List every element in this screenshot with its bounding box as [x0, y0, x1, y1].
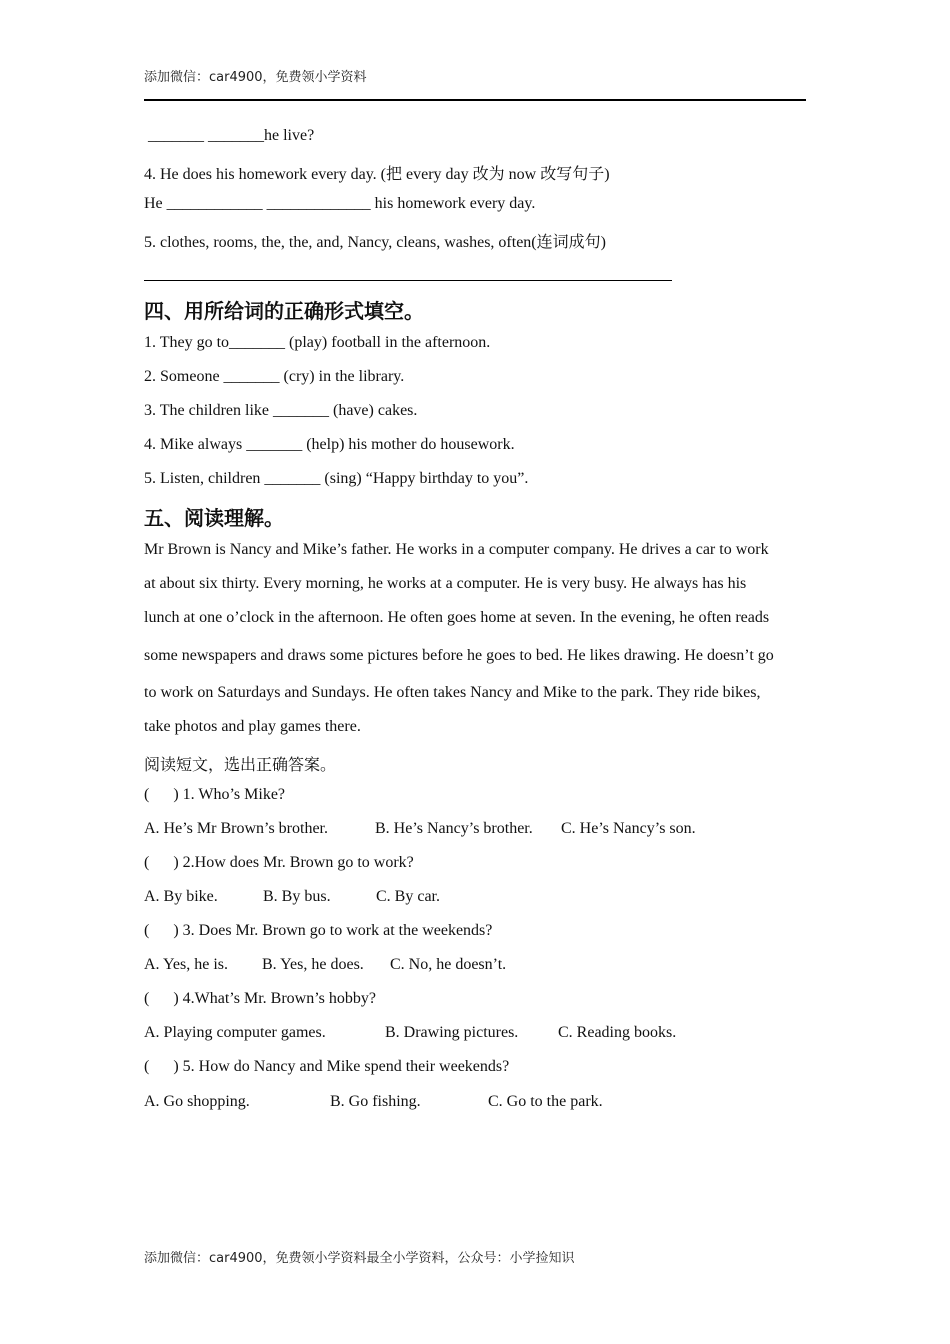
q4-answer-line: He ____________ _____________ his homework every day.: [144, 195, 536, 212]
q5-option-c: C. Go to the park.: [488, 1093, 603, 1110]
q4-prompt: 4. He does his homework every day. (把 every day 改为 now 改写句子): [144, 166, 610, 183]
header-rule: [144, 99, 806, 101]
page-header: 添加微信：car4900，免费领小学资料: [144, 70, 367, 85]
s4-item-3: 3. The children like _______ (have) cakes.: [144, 402, 418, 419]
q3-answer-line: _______ _______he live?: [144, 127, 315, 144]
passage-line-4: some newspapers and draws some pictures before he goes to bed. He likes drawing. He doesn’t go: [144, 647, 774, 664]
q1-option-a: A. He’s Mr Brown’s brother.: [144, 820, 328, 837]
question-4: ( ) 4.What’s Mr. Brown’s hobby?: [144, 990, 376, 1007]
question-3: ( ) 3. Does Mr. Brown go to work at the weekends?: [144, 922, 493, 939]
passage-line-6: take photos and play games there.: [144, 718, 361, 735]
s4-item-1: 1. They go to_______ (play) football in the afternoon.: [144, 334, 491, 351]
reading-instruction: 阅读短文，选出正确答案。: [144, 757, 337, 774]
q2-option-b: B. By bus.: [263, 888, 331, 905]
s4-item-2: 2. Someone _______ (cry) in the library.: [144, 368, 405, 385]
q1-option-b: B. He’s Nancy’s brother.: [375, 820, 533, 837]
q5-option-a: A. Go shopping.: [144, 1093, 250, 1110]
q5-option-b: B. Go fishing.: [330, 1093, 421, 1110]
passage-line-5: to work on Saturdays and Sundays. He often takes Nancy and Mike to the park. They ride bikes,: [144, 684, 761, 701]
s4-item-4: 4. Mike always _______ (help) his mother do housework.: [144, 436, 515, 453]
passage-line-1: Mr Brown is Nancy and Mike’s father. He works in a computer company. He drives a car to work: [144, 541, 769, 558]
q1-option-c: C. He’s Nancy’s son.: [561, 820, 696, 837]
question-2: ( ) 2.How does Mr. Brown go to work?: [144, 854, 414, 871]
q5-prompt: 5. clothes, rooms, the, the, and, Nancy, cleans, washes, often(连词成句): [144, 234, 606, 251]
q2-option-c: C. By car.: [376, 888, 440, 905]
q2-option-a: A. By bike.: [144, 888, 218, 905]
s4-item-5: 5. Listen, children _______ (sing) “Happy birthday to you”.: [144, 470, 529, 487]
page-footer: 添加微信：car4900，免费领小学资料最全小学资料，公众号：小学捡知识: [144, 1251, 575, 1266]
section4-heading: 四、用所给词的正确形式填空。: [144, 299, 424, 323]
q3-option-a: A. Yes, he is.: [144, 956, 229, 973]
question-1: ( ) 1. Who’s Mike?: [144, 786, 286, 803]
q5-answer-rule: [144, 280, 672, 281]
q3-option-c: C. No, he doesn’t.: [390, 956, 507, 973]
q4-option-a: A. Playing computer games.: [144, 1024, 326, 1041]
passage-line-3: lunch at one o’clock in the afternoon. He often goes home at seven. In the evening, he often reads: [144, 609, 770, 626]
passage-line-2: at about six thirty. Every morning, he works at a computer. He is very busy. He always has his: [144, 575, 747, 592]
question-5: ( ) 5. How do Nancy and Mike spend their weekends?: [144, 1058, 510, 1075]
section5-heading: 五、阅读理解。: [144, 506, 284, 530]
q3-option-b: B. Yes, he does.: [262, 956, 364, 973]
q4-option-c: C. Reading books.: [558, 1024, 677, 1041]
q4-option-b: B. Drawing pictures.: [385, 1024, 519, 1041]
